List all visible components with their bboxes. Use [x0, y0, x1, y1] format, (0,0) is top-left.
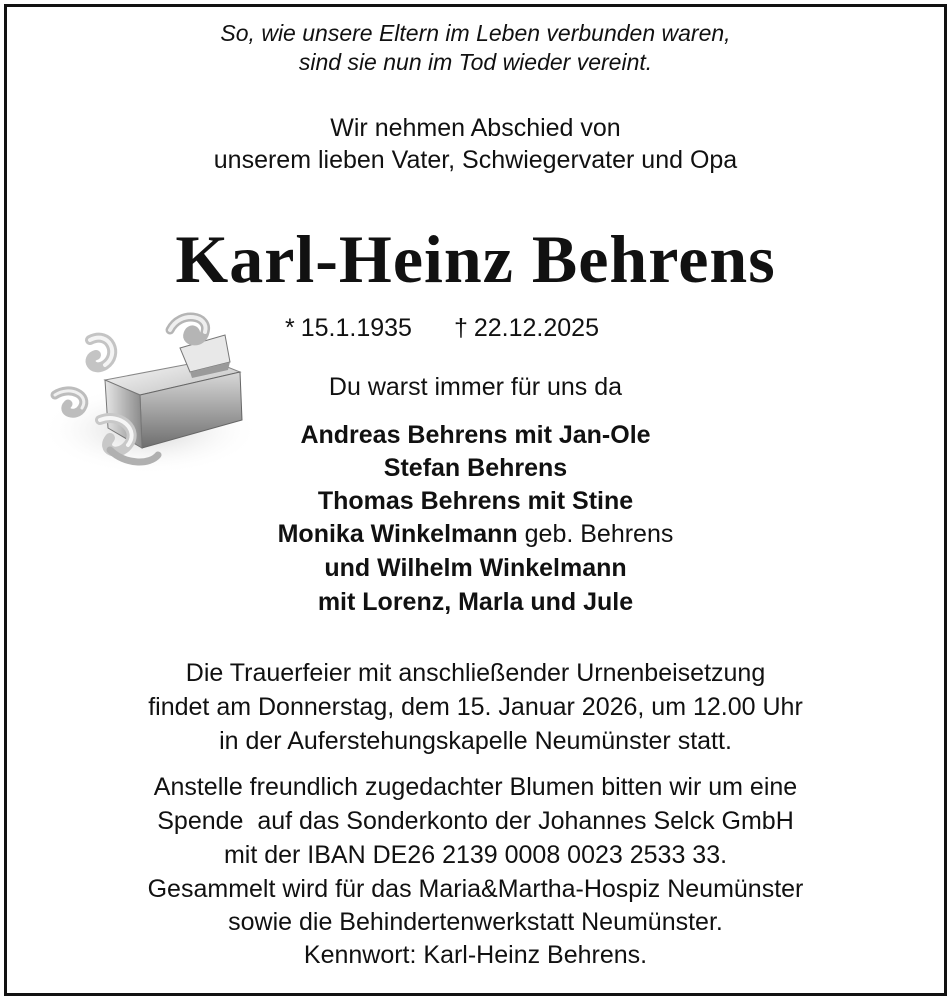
mourner-4: [0, 519, 951, 550]
death-cross-icon: †: [453, 314, 468, 342]
mourner-2: [0, 453, 951, 484]
intro-line-2: unserem lieben Vater, Schwiegervater und Opa: [213, 146, 738, 174]
mourner-5: [0, 553, 951, 584]
ceremony-line-3: in der Auferstehungskapelle Neumünster statt.: [219, 727, 732, 755]
mourner-1: [0, 420, 951, 451]
donation-line-3: mit der IBAN DE26 2139 0008 0023 2533 33.: [223, 841, 728, 869]
motto-line-1: So, wie unsere Eltern im Leben verbunden waren,: [220, 20, 731, 46]
mourner-6-name: mit Lorenz, Marla und Jule: [317, 588, 634, 616]
mourner-4-suffix: geb. Behrens: [517, 520, 674, 548]
death-date: 22.12.2025: [473, 314, 599, 342]
donation-line-5: sowie die Behindertenwerkstatt Neumünster.: [228, 908, 723, 936]
mourner-2-name: Stefan Behrens: [383, 454, 568, 482]
intro-line-1: Wir nehmen Abschied von: [330, 114, 621, 142]
mourner-6: [0, 587, 951, 618]
birth-symbol: *: [285, 314, 295, 342]
mourner-4-name: Monika Winkelmann: [277, 520, 518, 548]
life-dates: [285, 313, 599, 344]
deceased-name: Karl-Heinz Behrens: [175, 221, 776, 297]
mourner-1-name: Andreas Behrens mit Jan-Ole: [300, 421, 651, 449]
donation-line-2: Spende auf das Sonderkonto der Johannes Selck GmbH: [157, 807, 794, 835]
donation-line-1: Anstelle freundlich zugedachter Blumen bitten wir um eine: [153, 773, 798, 801]
mourner-5-name: und Wilhelm Winkelmann: [324, 554, 627, 582]
mourner-3: [0, 486, 951, 517]
mourner-3-name: Thomas Behrens mit Stine: [317, 487, 634, 515]
tribute-line: Du warst immer für uns da: [328, 373, 623, 401]
birth-date: 15.1.1935: [300, 314, 412, 342]
ceremony-line-1: Die Trauerfeier mit anschließender Urnenbeisetzung: [185, 659, 766, 687]
motto-line-2: sind sie nun im Tod wieder vereint.: [298, 49, 653, 75]
ceremony-line-2: findet am Donnerstag, dem 15. Januar 2026, um 12.00 Uhr: [148, 693, 803, 721]
donation-line-6: Kennwort: Karl-Heinz Behrens.: [303, 941, 648, 969]
donation-line-4: Gesammelt wird für das Maria&Martha-Hospiz Neumünster: [147, 875, 804, 903]
